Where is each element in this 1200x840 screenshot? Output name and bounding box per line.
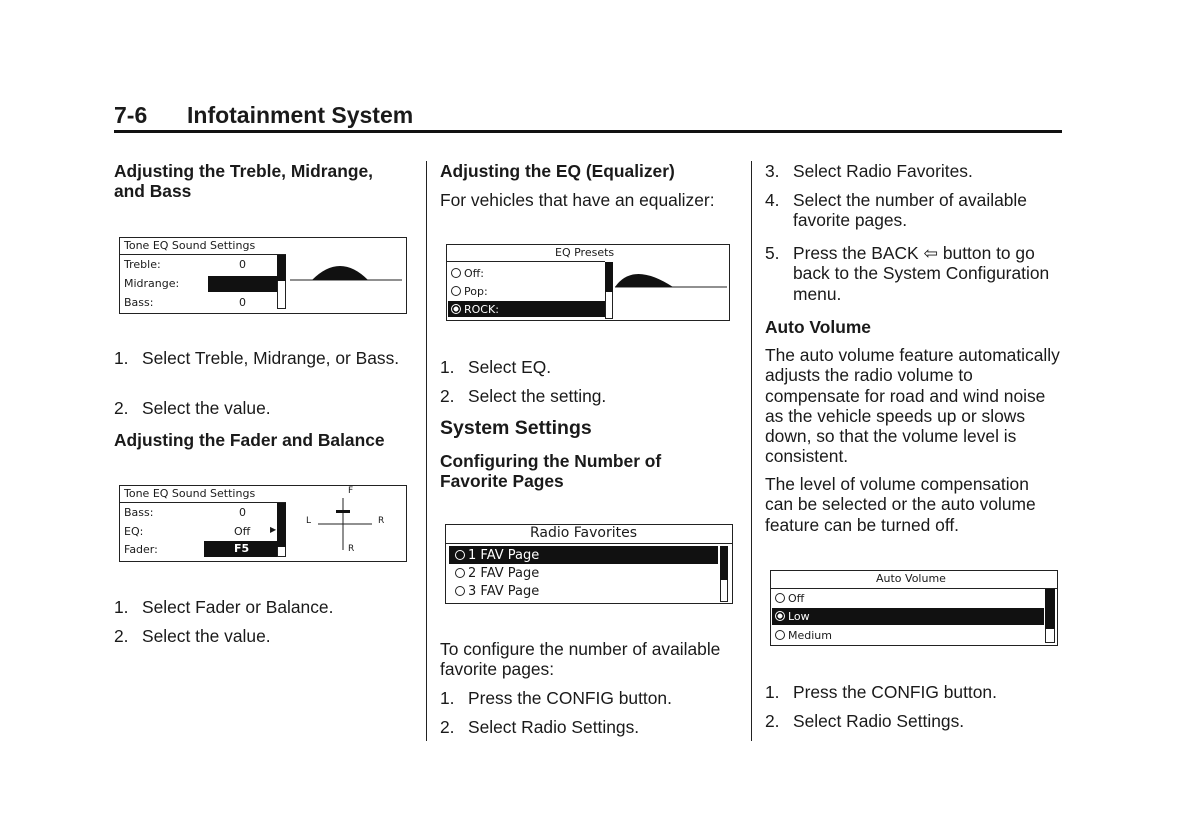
fader-label: Fader:: [124, 543, 158, 556]
page-header: [114, 100, 1062, 133]
step-number: 1.: [765, 682, 780, 702]
radio-icon: [451, 286, 461, 296]
midrange-label: Midrange:: [124, 277, 180, 290]
step-item: [114, 398, 412, 418]
fader-value: F5: [234, 542, 250, 555]
option-label: 1 FAV Page: [468, 548, 540, 563]
step-number: 3.: [765, 161, 780, 181]
step-item: [765, 682, 1083, 702]
eq-value: Off: [234, 525, 251, 538]
fav-option-1[interactable]: [449, 546, 718, 564]
eq-curve: [290, 258, 402, 288]
radio-icon: [775, 630, 785, 640]
option-label: Off: [788, 592, 805, 605]
step-item: [440, 717, 758, 737]
step-number: 2.: [440, 386, 455, 406]
radio-icon: [455, 586, 465, 596]
radio-icon: [455, 550, 465, 560]
eq-intro: For vehicles that have an equalizer:: [440, 190, 715, 210]
screen-title: Auto Volume: [876, 572, 946, 585]
treble-value: 0: [239, 258, 246, 271]
step-number: 2.: [765, 711, 780, 731]
step-number: 2.: [114, 626, 129, 646]
radio-icon: [455, 568, 465, 578]
screen-title: EQ Presets: [555, 246, 615, 259]
step-item: [440, 688, 758, 708]
step-text: Press the CONFIG button.: [793, 682, 997, 702]
auto-option-low[interactable]: [772, 608, 1044, 625]
option-label: Low: [788, 610, 810, 623]
option-label: ROCK:: [464, 303, 499, 316]
eq-option-pop[interactable]: [451, 285, 488, 298]
eq-curve: [615, 263, 727, 293]
fav-option-2[interactable]: [455, 566, 539, 581]
step-text: Press the BACK ⇦ button to go back to the System Configuration menu.: [793, 243, 1050, 304]
step-item: [765, 161, 1088, 181]
subheading-treble: Adjusting the Treble, Midrange, and Bass: [114, 161, 373, 202]
eq-option-rock[interactable]: [448, 301, 605, 317]
step-item: [114, 348, 412, 368]
front-label: F: [348, 486, 354, 496]
fader-screen: [119, 485, 407, 562]
arrow-right-icon: ▶: [270, 525, 277, 534]
title-divider: [447, 261, 605, 262]
radio-icon: [451, 268, 461, 278]
option-label: Off:: [464, 267, 484, 280]
eq-presets-screen: [446, 244, 730, 321]
page-number: 7-6: [114, 102, 148, 128]
bass-value: 0: [239, 506, 246, 519]
step-text: Select Radio Settings.: [793, 711, 965, 731]
title-divider: [120, 502, 286, 503]
step-item: [765, 711, 1083, 731]
step-number: 1.: [440, 688, 455, 708]
tone-eq-screen: [119, 237, 407, 314]
scrollbar-thumb: [277, 503, 286, 547]
step-text: Select Treble, Midrange, or Bass.: [142, 348, 400, 368]
radio-icon: [775, 593, 785, 603]
step-item: [440, 386, 758, 406]
screen-title: Tone EQ Sound Settings: [124, 487, 256, 500]
bass-label: Bass:: [124, 506, 154, 519]
eq-option-off[interactable]: [451, 267, 484, 280]
step-text: Select the setting.: [468, 386, 607, 406]
option-row: [451, 303, 499, 316]
step-text: Select the value.: [142, 398, 271, 418]
screen-title: Radio Favorites: [530, 525, 638, 541]
auto-option-off[interactable]: [775, 592, 804, 605]
title-divider: [446, 543, 732, 544]
step-number: 1.: [114, 597, 129, 617]
subheading-eq: Adjusting the EQ (Equalizer): [440, 161, 675, 181]
subheading-auto-volume: Auto Volume: [765, 317, 871, 337]
step-number: 5.: [765, 243, 780, 263]
auto-option-medium[interactable]: [775, 629, 832, 642]
heading-system-settings: System Settings: [440, 417, 592, 439]
step-text: Select the value.: [142, 626, 271, 646]
step-number: 4.: [765, 190, 780, 210]
option-label: Medium: [788, 629, 832, 642]
fav-intro: To configure the number of available favorite pages:: [440, 639, 721, 680]
step-item: [765, 243, 1068, 304]
step-item: [440, 357, 758, 377]
fader-balance-grid: [310, 494, 380, 552]
step-number: 2.: [440, 717, 455, 737]
screen-title: Tone EQ Sound Settings: [124, 239, 256, 252]
bass-value: 0: [239, 296, 246, 309]
scrollbar-thumb: [277, 255, 286, 281]
column-divider: [426, 161, 427, 741]
step-number: 1.: [114, 348, 129, 368]
left-label: L: [306, 516, 312, 526]
step-number: 1.: [440, 357, 455, 377]
step-text: Press the CONFIG button.: [468, 688, 672, 708]
midrange-slider-fill: [208, 276, 278, 292]
auto-volume-screen: [770, 570, 1058, 646]
radio-favorites-screen: [445, 524, 733, 604]
step-item: [114, 597, 412, 617]
scrollbar-thumb: [605, 262, 613, 292]
auto-volume-levels: The level of volume compensation can be selected or the auto volume feature can be turned off.: [765, 474, 1036, 535]
step-number: 2.: [114, 398, 129, 418]
scrollbar-thumb[interactable]: [720, 546, 728, 580]
scrollbar-thumb[interactable]: [1045, 589, 1055, 629]
treble-label: Treble:: [124, 258, 161, 271]
step-item: [765, 190, 1063, 231]
option-row: [455, 548, 539, 563]
right-label: R: [378, 516, 385, 526]
section-title: Infotainment System: [187, 102, 414, 128]
radio-selected-icon: [451, 304, 461, 314]
subheading-favorites: Configuring the Number of Favorite Pages: [440, 451, 662, 492]
option-label: 2 FAV Page: [468, 566, 540, 581]
step-text: Select Radio Settings.: [468, 717, 640, 737]
auto-volume-description: The auto volume feature automatically adjusts the radio volume to compensate for road and wind noise as the vehicle speeds up or slows down, so that the volume level is consistent.: [765, 345, 1060, 467]
step-text: Select Radio Favorites.: [793, 161, 973, 181]
radio-selected-icon: [775, 611, 785, 621]
step-item: [114, 626, 412, 646]
column-divider: [751, 161, 752, 741]
fav-option-3[interactable]: [455, 584, 539, 599]
option-label: Pop:: [464, 285, 488, 298]
title-divider: [771, 588, 1057, 589]
option-row: [775, 610, 810, 623]
option-label: 3 FAV Page: [468, 584, 540, 599]
eq-label: EQ:: [124, 525, 144, 538]
bass-label: Bass:: [124, 296, 154, 309]
step-text: Select Fader or Balance.: [142, 597, 334, 617]
rear-label: R: [348, 544, 355, 554]
step-text: Select EQ.: [468, 357, 552, 377]
step-text: Select the number of available favorite pages.: [793, 190, 1027, 231]
subheading-fader: Adjusting the Fader and Balance: [114, 430, 385, 450]
title-divider: [120, 254, 286, 255]
